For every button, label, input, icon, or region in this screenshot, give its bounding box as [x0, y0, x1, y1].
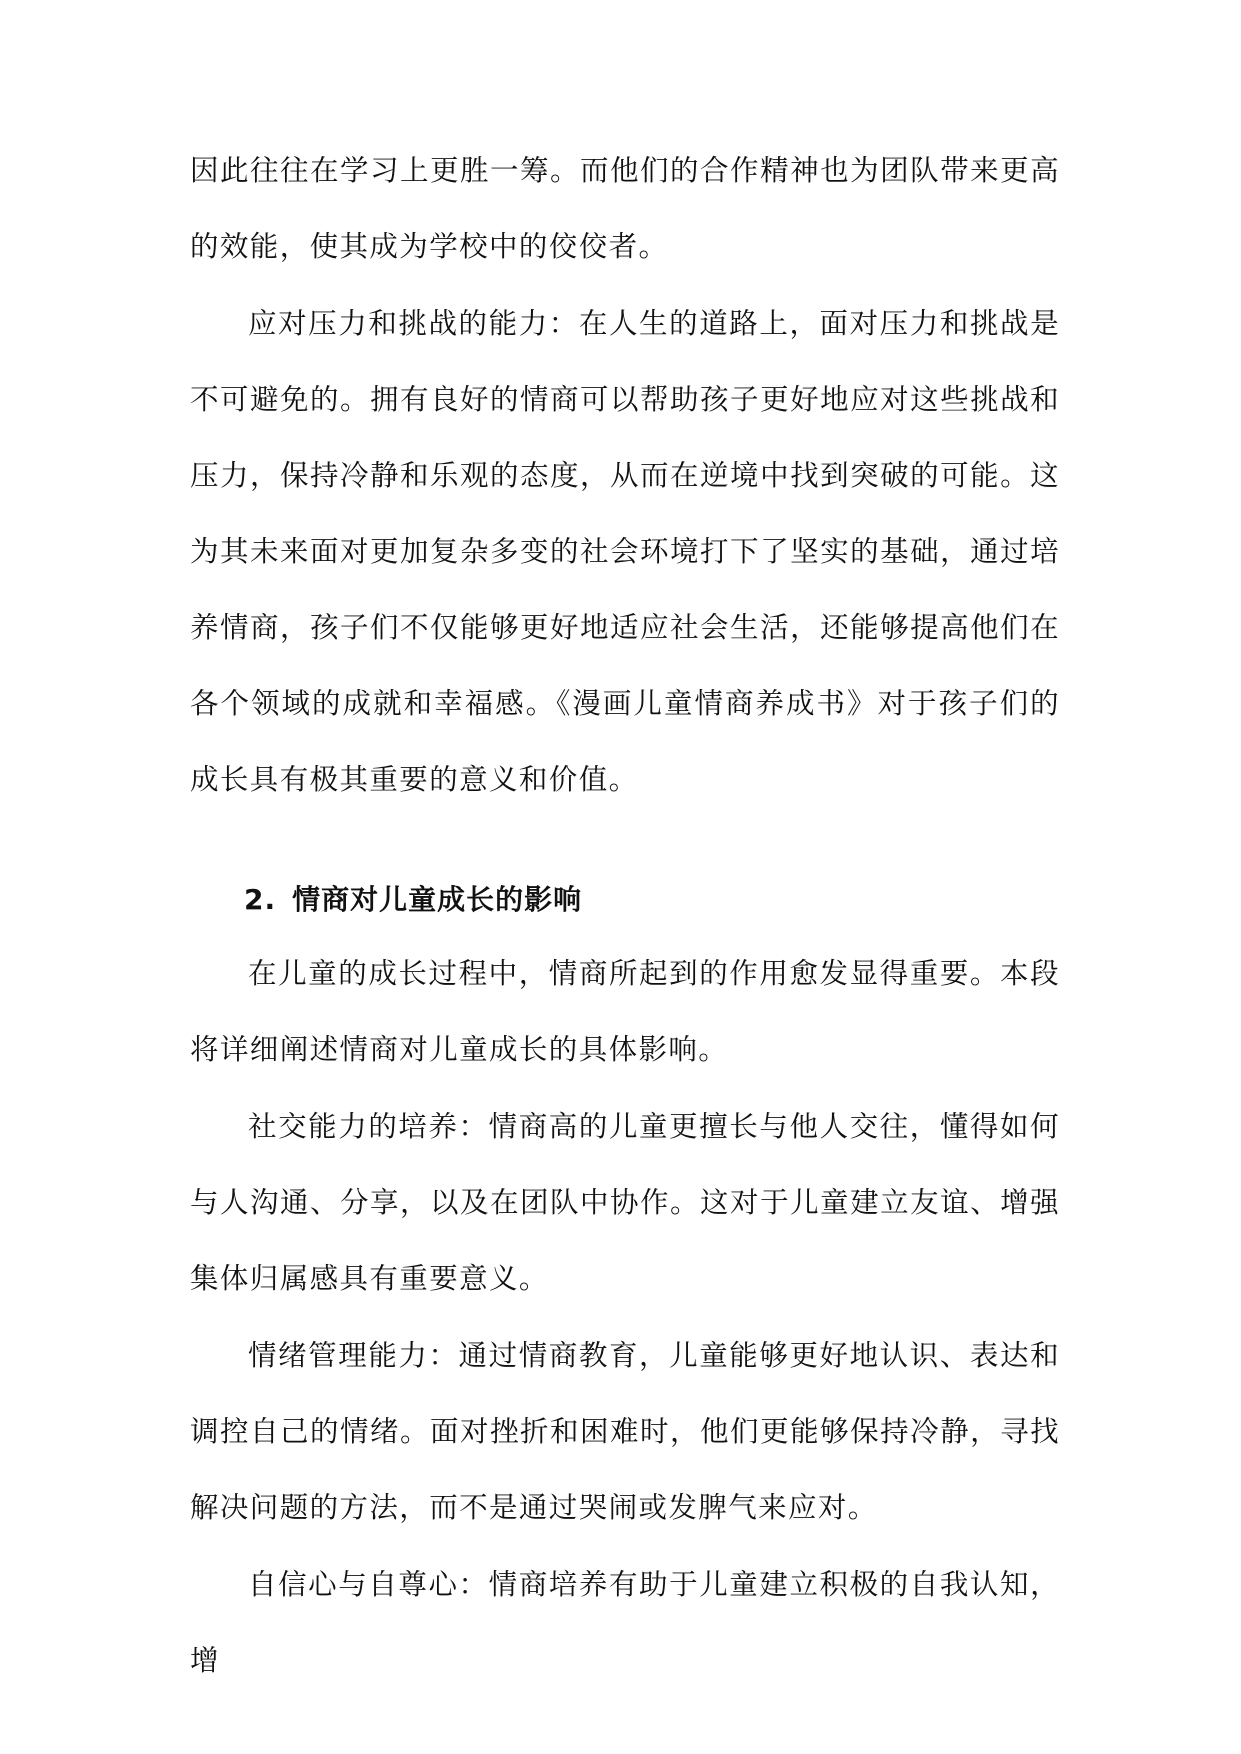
paragraph-pressure-coping: 应对压力和挑战的能力：在人生的道路上，面对压力和挑战是不可避免的。拥有良好的情商可以帮助孩子更好地应对这些挑战和压力，保持冷静和乐观的态度，从而在逆境中找到突破的可能。这为其未来面对更加复杂多变的社会环境打下了坚实的基础，通过培养情商，孩子们不仅能够更好地适应社会生活，还能够提高他们在各个领域的成就和幸福感。《漫画儿童情商养成书》对于孩子们的成长具有极其重要的意义和价值。 — [190, 307, 1060, 796]
section-title: 情商对儿童成长的影响 — [292, 883, 583, 916]
paragraph-emotion-management: 情绪管理能力：通过情商教育，儿童能够更好地认识、表达和调控自己的情绪。面对挫折和困难时，他们更能够保持冷静，寻找解决问题的方法，而不是通过哭闹或发脾气来应对。 — [190, 1339, 1060, 1524]
paragraph-continuation: 因此往往在学习上更胜一筹。而他们的合作精神也为团队带来更高的效能，使其成为学校中的佼佼者。 — [190, 154, 1060, 263]
document-page — [190, 133, 1060, 1700]
section-number: 2. — [244, 883, 277, 916]
section-heading — [190, 864, 1060, 936]
paragraph-self-confidence: 自信心与自尊心：情商培养有助于儿童建立积极的自我认知，增 — [190, 1568, 1060, 1677]
paragraph-social-skills: 社交能力的培养：情商高的儿童更擅长与他人交往，懂得如何与人沟通、分享，以及在团队中协作。这对于儿童建立友谊、增强集体归属感具有重要意义。 — [190, 1110, 1060, 1295]
paragraph-intro: 在儿童的成长过程中，情商所起到的作用愈发显得重要。本段将详细阐述情商对儿童成长的具体影响。 — [190, 957, 1060, 1066]
